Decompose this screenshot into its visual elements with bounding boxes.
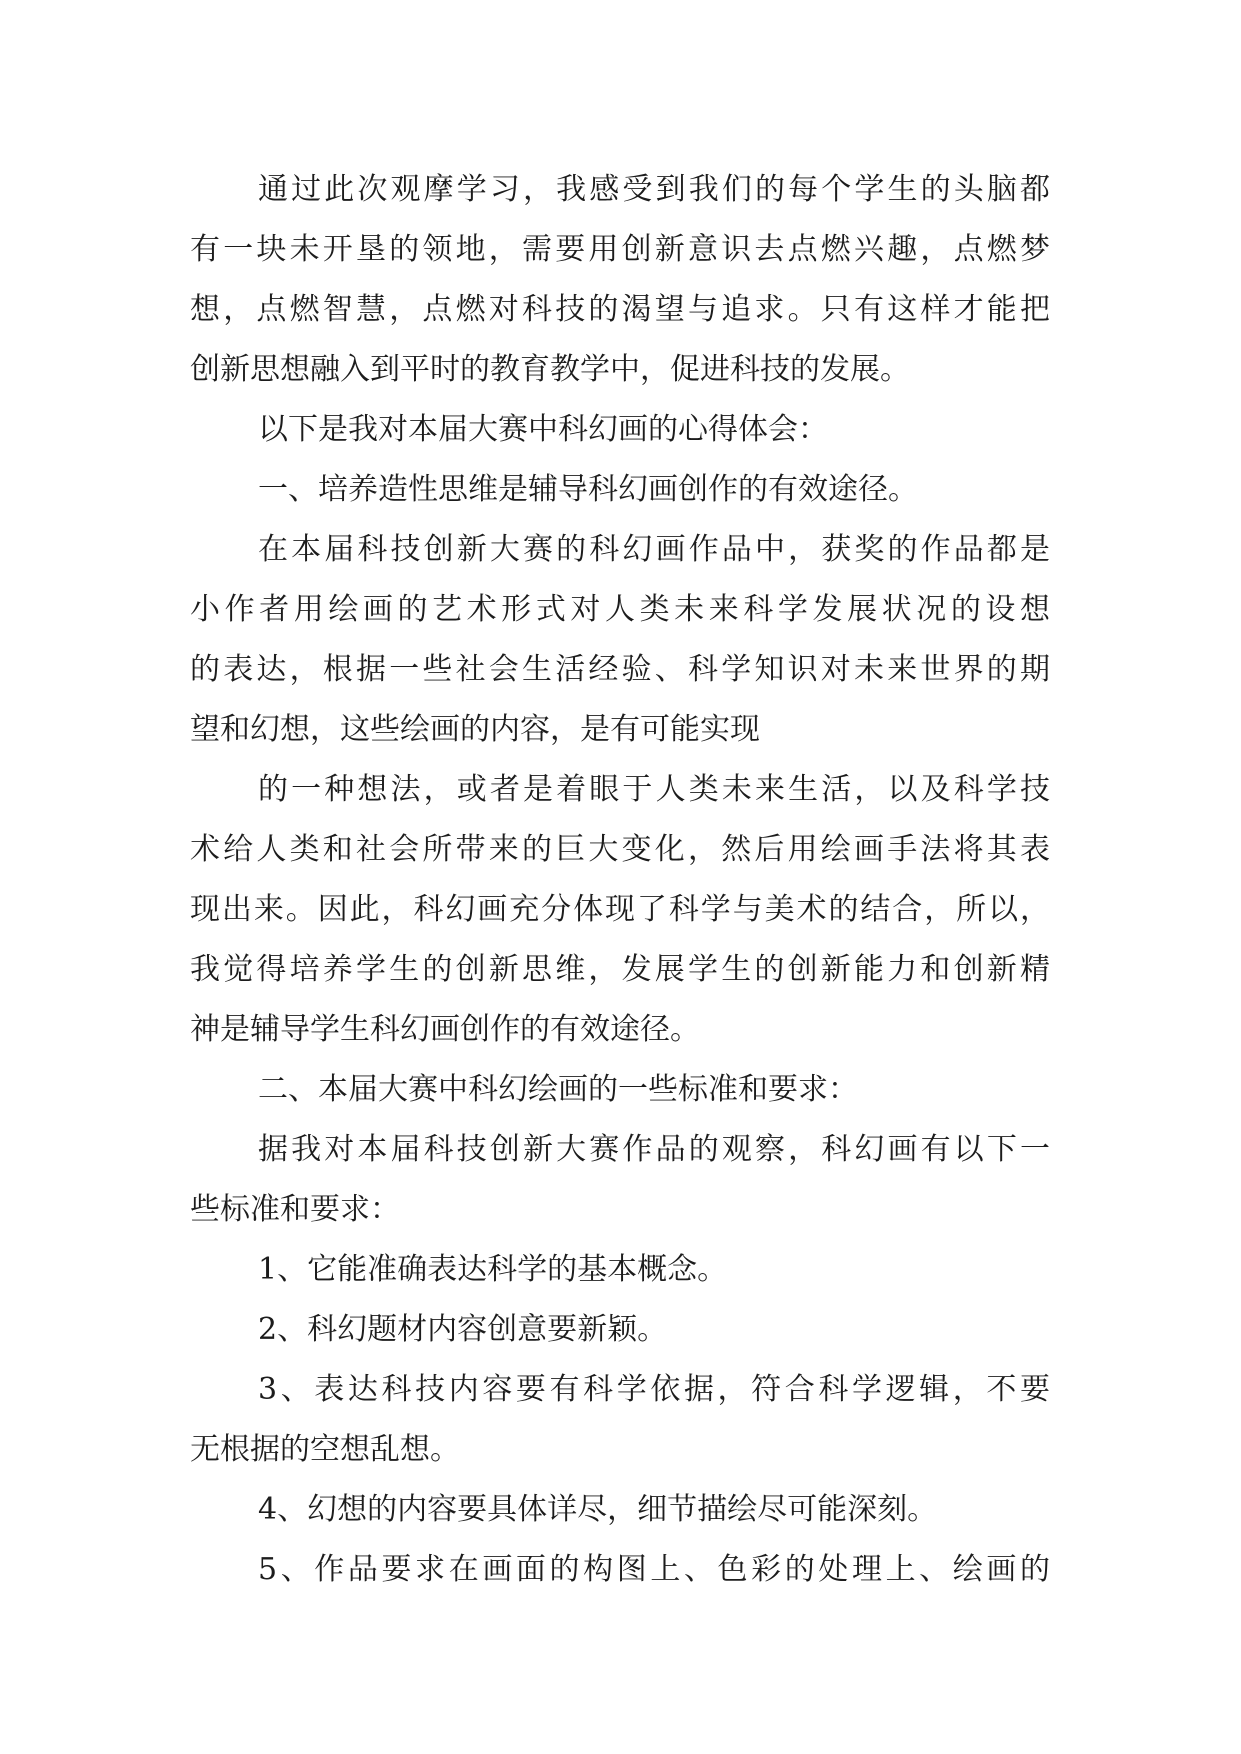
paragraph-line: 小作者用绘画的艺术形式对人类未来科学发展状况的设想 — [190, 592, 1050, 627]
paragraph-line: 术给人类和社会所带来的巨大变化，然后用绘画手法将其表 — [190, 832, 1050, 867]
list-item: 2、科幻题材内容创意要新颖。 — [258, 1312, 668, 1347]
paragraph-line: 有一块未开垦的领地，需要用创新意识去点燃兴趣，点燃梦 — [190, 232, 1050, 267]
paragraph-line: 些标准和要求： — [190, 1192, 400, 1227]
paragraph-line: 想，点燃智慧，点燃对科技的渴望与追求。只有这样才能把 — [190, 292, 1050, 327]
list-item: 1、它能准确表达科学的基本概念。 — [258, 1252, 728, 1287]
paragraph-line: 的表达，根据一些社会生活经验、科学知识对未来世界的期 — [190, 652, 1050, 687]
paragraph-line: 我觉得培养学生的创新思维，发展学生的创新能力和创新精 — [190, 952, 1050, 987]
paragraph-line: 创新思想融入到平时的教育教学中，促进科技的发展。 — [190, 352, 910, 387]
list-item: 5、作品要求在画面的构图上、色彩的处理上、绘画的 — [258, 1552, 1050, 1587]
paragraph-line: 望和幻想，这些绘画的内容，是有可能实现 — [190, 712, 760, 747]
list-item: 4、幻想的内容要具体详尽，细节描绘尽可能深刻。 — [258, 1492, 938, 1527]
paragraph-line: 以下是我对本届大赛中科幻画的心得体会： — [258, 412, 828, 447]
paragraph-line: 在本届科技创新大赛的科幻画作品中，获奖的作品都是 — [258, 532, 1050, 567]
section-heading: 一、培养造性思维是辅导科幻画创作的有效途径。 — [258, 472, 918, 507]
paragraph-line: 据我对本届科技创新大赛作品的观察，科幻画有以下一 — [258, 1132, 1050, 1167]
paragraph-line: 通过此次观摩学习，我感受到我们的每个学生的头脑都 — [258, 172, 1050, 207]
section-heading: 二、本届大赛中科幻绘画的一些标准和要求： — [258, 1072, 858, 1107]
paragraph-line: 神是辅导学生科幻画创作的有效途径。 — [190, 1012, 700, 1047]
list-item-continuation: 无根据的空想乱想。 — [190, 1432, 460, 1467]
document-body — [190, 160, 1050, 1600]
paragraph-line: 的一种想法，或者是着眼于人类未来生活，以及科学技 — [258, 772, 1050, 807]
paragraph-line: 现出来。因此，科幻画充分体现了科学与美术的结合，所以， — [190, 892, 1050, 927]
list-item: 3、表达科技内容要有科学依据，符合科学逻辑，不要 — [258, 1372, 1050, 1407]
